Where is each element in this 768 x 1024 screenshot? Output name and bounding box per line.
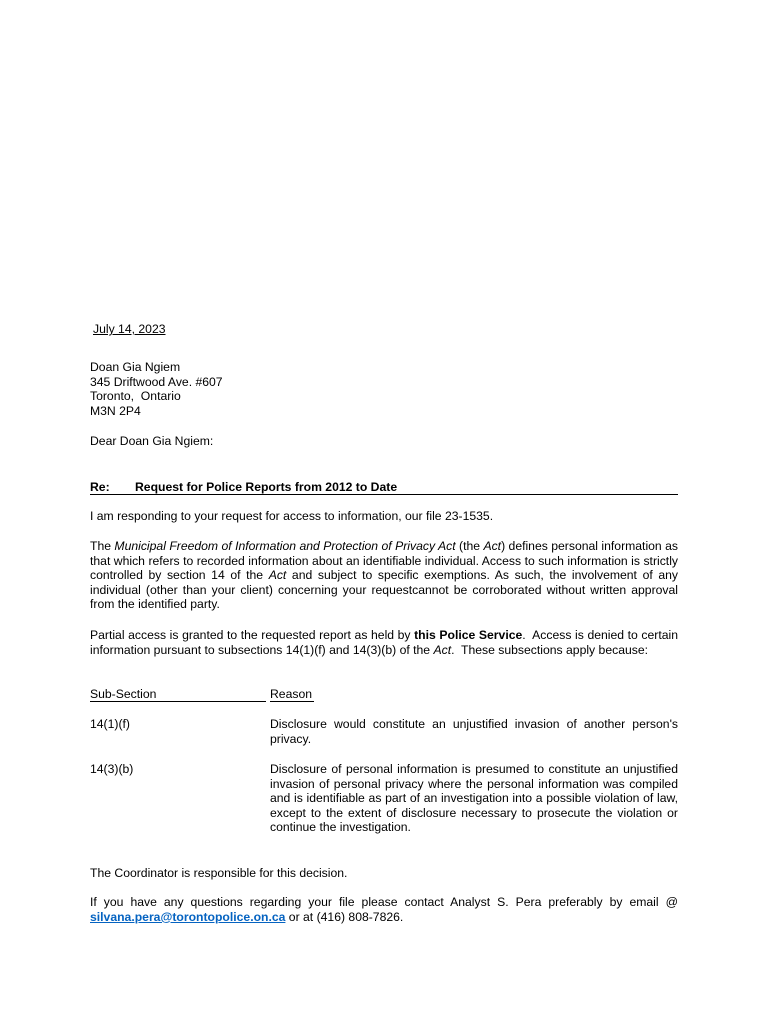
act-short-3: Act bbox=[433, 642, 452, 657]
re-subject-line bbox=[90, 480, 678, 495]
paragraph-act-definition bbox=[90, 539, 678, 612]
police-service-bold: this Police Service bbox=[414, 628, 523, 642]
email-link[interactable]: silvana.pera@torontopolice.on.ca bbox=[90, 909, 286, 924]
row-1-section: 14(1)(f) bbox=[90, 717, 130, 731]
act-name: Municipal Freedom of Information and Protection of Privacy Act bbox=[114, 539, 456, 553]
paragraph-file-reference: I am responding to your request for access to information, our file 23-1535. bbox=[90, 509, 494, 523]
col-subsection-header: Sub-Section bbox=[90, 687, 157, 701]
para2-text-1: The bbox=[90, 539, 115, 553]
paragraph-partial-access bbox=[90, 628, 682, 657]
letter-date: July 14, 2023 bbox=[93, 322, 166, 336]
re-subject: Request for Police Reports from 2012 to Date bbox=[135, 480, 398, 494]
act-short-2: Act bbox=[268, 568, 287, 583]
row-2-reason: Disclosure of personal information is presumed to constitute an unjustified invasion of personal privacy where the personal information was compiled and is identifiable as part of an investigation into a possible violation of law, except to the extent of disclosure necessary to prosecute the violation or continue the investigation. bbox=[270, 762, 678, 835]
para2-text-2: (the bbox=[455, 539, 484, 553]
recipient-address bbox=[90, 360, 223, 418]
paragraph-coordinator: The Coordinator is responsible for this decision. bbox=[90, 866, 348, 880]
act-short: Act bbox=[483, 539, 502, 553]
recipient-street: 345 Driftwood Ave. #607 bbox=[90, 374, 223, 389]
paragraph-contact bbox=[90, 895, 678, 924]
recipient-postal: M3N 2P4 bbox=[90, 403, 141, 418]
para3-text-1: Partial access is granted to the requested report as held by bbox=[90, 628, 415, 642]
para3-text-3: . These subsections apply because: bbox=[451, 642, 649, 657]
salutation: Dear Doan Gia Ngiem: bbox=[90, 434, 214, 448]
reason-header-underline bbox=[270, 701, 314, 702]
re-label: Re: bbox=[90, 480, 110, 494]
row-2-section: 14(3)(b) bbox=[90, 762, 134, 776]
para5-text-1: If you have any questions regarding your file please contact Analyst S. Pera preferably by email @ bbox=[90, 895, 678, 909]
row-1-reason: Disclosure would constitute an unjustified invasion of another person's privacy. bbox=[270, 717, 678, 746]
recipient-name: Doan Gia Ngiem bbox=[90, 360, 181, 374]
para2-text-3: ) defines personal information as that which refers to recorded information about an identifiable individual. Access to such information is strictly controlled by section 14 of the bbox=[90, 539, 678, 583]
col-reason-header: Reason bbox=[270, 687, 313, 701]
para3-text-2: . Access is denied to certain information pursuant to subsections 14(1)(f) and 14(3)(b) of the bbox=[90, 628, 682, 657]
subsection-header-underline bbox=[90, 701, 266, 702]
recipient-city: Toronto, Ontario bbox=[90, 389, 181, 404]
para2-text-4: and subject to specific exemptions. As such, the involvement of any individual (other than your client) concerning your requestcannot be corroborated without written approval from the identified party. bbox=[90, 568, 678, 612]
para5-text-2: or at (416) 808-7826. bbox=[285, 909, 404, 924]
